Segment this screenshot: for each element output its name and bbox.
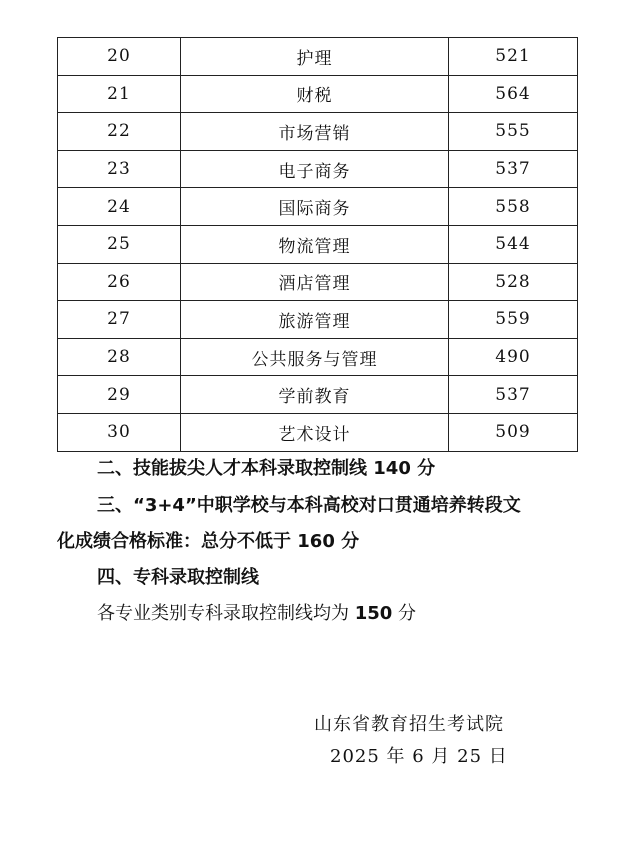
signature-org: 山东省教育招生考试院 [314, 714, 504, 735]
table-row [58, 150, 578, 188]
score-cell: 509 [449, 413, 578, 451]
section-four-body [57, 602, 577, 626]
score-cell: 490 [449, 338, 578, 376]
row-number-cell: 25 [58, 225, 181, 263]
major-name-cell: 国际商务 [181, 188, 449, 226]
row-number-cell: 21 [58, 75, 181, 113]
row-number-cell: 22 [58, 113, 181, 151]
major-name-cell: 酒店管理 [181, 263, 449, 301]
table-row [58, 225, 578, 263]
table-row [58, 38, 578, 76]
major-name-cell: 学前教育 [181, 376, 449, 414]
section-four-body-number: 150 [354, 603, 393, 624]
score-cell: 564 [449, 75, 578, 113]
table-row [58, 188, 578, 226]
table-row [58, 376, 578, 414]
row-number-cell: 24 [58, 188, 181, 226]
score-cell: 555 [449, 113, 578, 151]
major-name-cell: 旅游管理 [181, 301, 449, 339]
score-cell: 559 [449, 301, 578, 339]
row-number-cell: 23 [58, 150, 181, 188]
major-name-cell: 物流管理 [181, 225, 449, 263]
section-four-body-prefix: 各专业类别专科录取控制线均为 [97, 603, 355, 624]
score-cell: 558 [449, 188, 578, 226]
major-name-cell: 市场营销 [181, 113, 449, 151]
signature-date: 2025 年 6 月 25 日 [330, 746, 508, 767]
row-number-cell: 29 [58, 376, 181, 414]
score-cell: 537 [449, 376, 578, 414]
score-cell: 544 [449, 225, 578, 263]
row-number-cell: 20 [58, 38, 181, 76]
major-name-cell: 护理 [181, 38, 449, 76]
table-row [58, 263, 578, 301]
score-table [57, 37, 578, 452]
table-row [58, 301, 578, 339]
section-three-heading-line2: 化成绩合格标准：总分不低于 160 分 [57, 531, 360, 552]
section-four-body-suffix: 分 [392, 603, 417, 624]
row-number-cell: 26 [58, 263, 181, 301]
major-name-cell: 电子商务 [181, 150, 449, 188]
score-cell: 528 [449, 263, 578, 301]
row-number-cell: 30 [58, 413, 181, 451]
table-row [58, 113, 578, 151]
table-row [58, 75, 578, 113]
row-number-cell: 27 [58, 301, 181, 339]
section-four-heading: 四、专科录取控制线 [97, 567, 259, 588]
table-row [58, 413, 578, 451]
major-name-cell: 艺术设计 [181, 413, 449, 451]
section-two-heading: 二、技能拔尖人才本科录取控制线 140 分 [97, 458, 436, 479]
major-name-cell: 公共服务与管理 [181, 338, 449, 376]
row-number-cell: 28 [58, 338, 181, 376]
score-table-body [58, 38, 578, 452]
table-row [58, 338, 578, 376]
score-cell: 521 [449, 38, 578, 76]
section-three-heading-line1: 三、“3+4”中职学校与本科高校对口贯通培养转段文 [97, 495, 521, 516]
score-cell: 537 [449, 150, 578, 188]
major-name-cell: 财税 [181, 75, 449, 113]
